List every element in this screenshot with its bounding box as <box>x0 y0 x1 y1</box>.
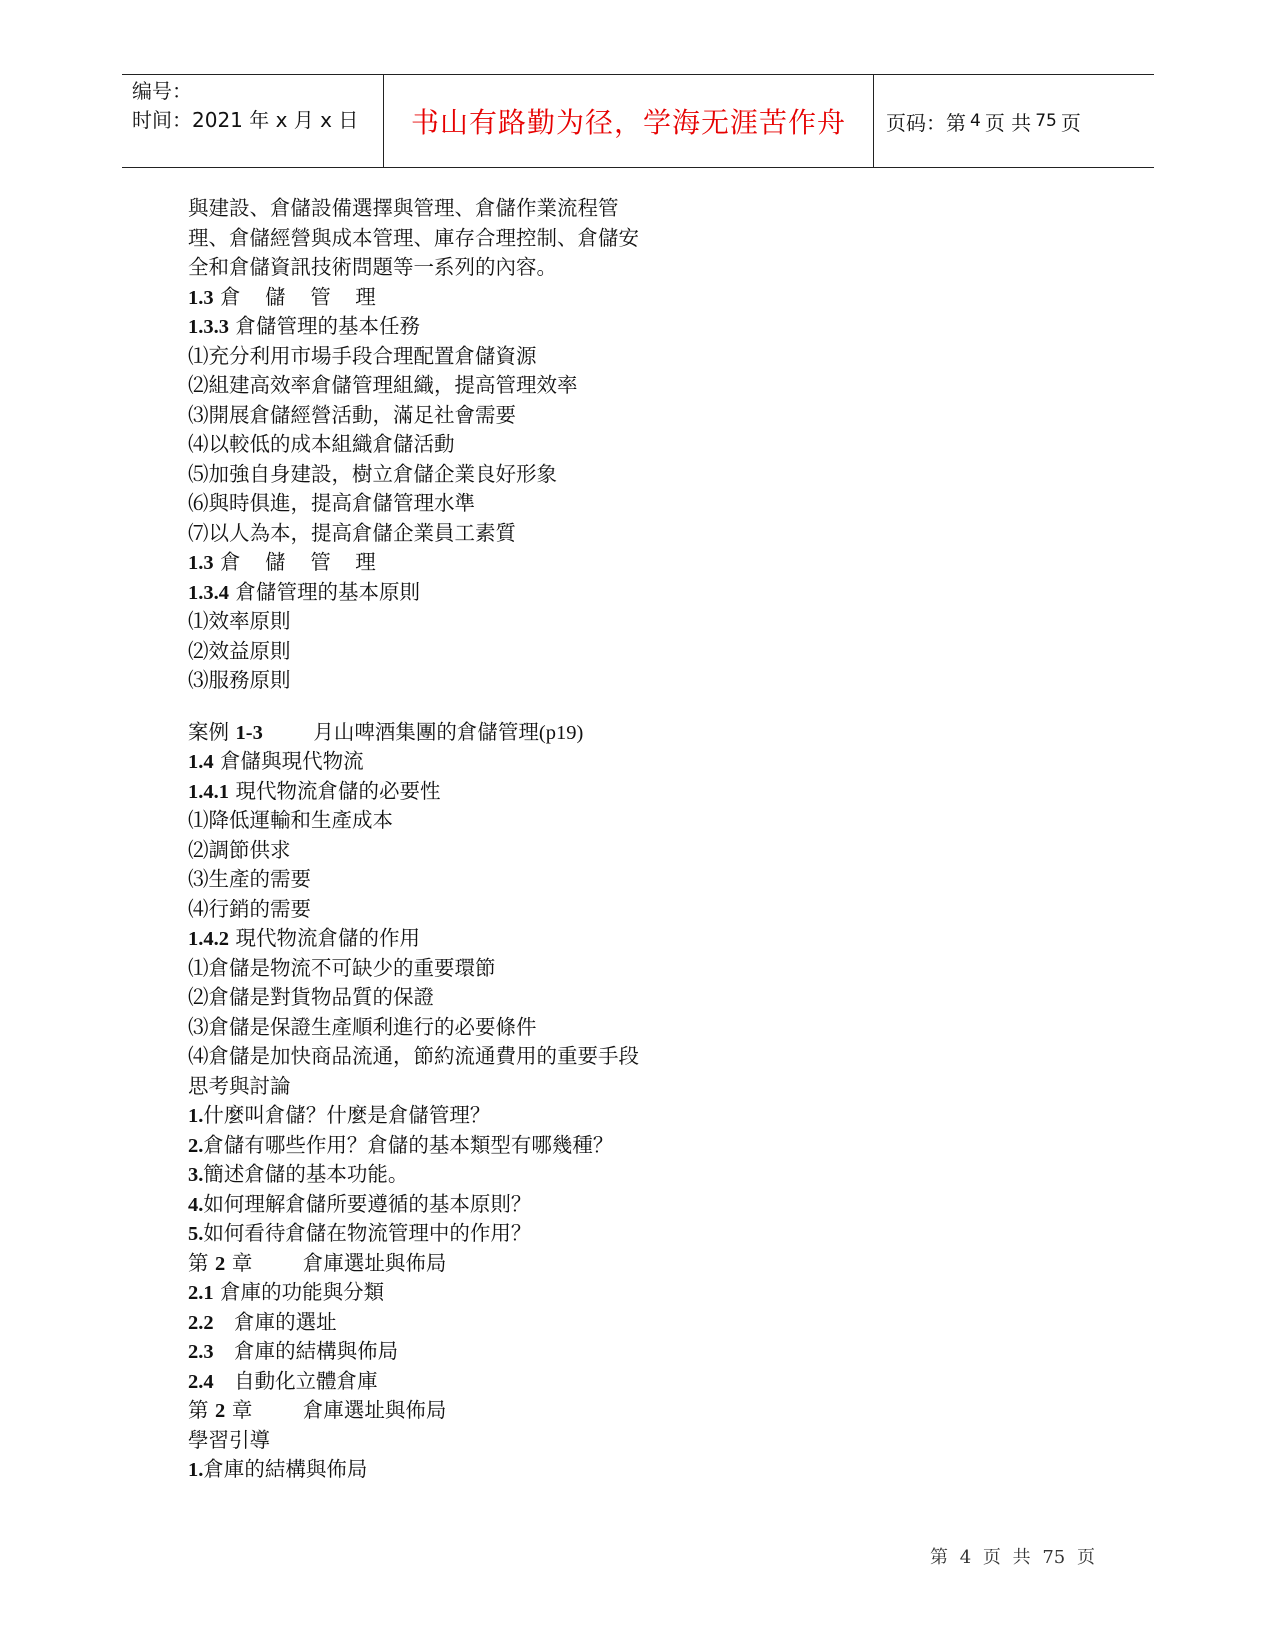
subsection-title: 倉儲管理的基本原則 <box>235 579 421 604</box>
list-item: ⑷以較低的成本組織倉儲活動 <box>188 432 455 456</box>
toc-title: 倉庫的結構與佈局 <box>234 1339 399 1363</box>
toc-item <box>188 1337 748 1367</box>
page-current: 4 <box>970 111 981 131</box>
subsection-number: 1.3.4 <box>188 581 229 604</box>
case-prefix: 案例 <box>188 719 229 744</box>
list-item: ⑸加強自身建設，樹立倉儲企業良好形象 <box>188 461 557 486</box>
list-item: ⑺以人為本，提高倉儲企業員工素質 <box>188 520 516 545</box>
list-item: ⑴效率原則 <box>188 609 291 633</box>
question-item <box>188 1190 748 1220</box>
question-text: 什麼叫倉儲？什麼是倉儲管理？ <box>203 1103 491 1127</box>
section-title: 倉 儲 管 理 <box>220 550 385 574</box>
list-item: ⑷倉儲是加快商品流通，節約流通費用的重要手段 <box>188 1044 639 1068</box>
motto-text: 书山有路勤为径，学海无涯苦作舟 <box>410 106 846 139</box>
page-header <box>122 74 1154 168</box>
motto-cell <box>384 75 874 167</box>
subsection-heading <box>188 312 748 342</box>
list-item: ⑴倉儲是物流不可缺少的重要環節 <box>188 955 496 980</box>
chapter-number: 2 <box>215 1252 226 1275</box>
chapter-title: 倉庫選址與佈局 <box>302 1250 447 1275</box>
case-number: 1-3 <box>235 721 263 744</box>
question-item <box>188 1131 748 1161</box>
page-footer: 第 4 页 共 75 页 <box>930 1547 1095 1568</box>
case-heading <box>188 718 748 748</box>
toc-title: 自動化立體倉庫 <box>234 1368 378 1393</box>
chapter-prefix: 第 <box>188 1398 209 1422</box>
section-title: 倉儲與現代物流 <box>220 749 364 773</box>
question-number: 4. <box>188 1193 204 1216</box>
page-suffix: 页 <box>1060 110 1081 135</box>
page-number-cell <box>874 75 1154 167</box>
question-number: 1. <box>188 1105 204 1127</box>
subsection-number: 1.3.3 <box>188 316 229 338</box>
toc-item <box>188 1308 748 1338</box>
list-item: ⑴降低運輸和生產成本 <box>188 808 393 832</box>
section-heading <box>188 548 748 578</box>
chapter-title: 倉庫選址與佈局 <box>302 1398 447 1422</box>
paragraph-line: 與建設、倉儲設備選擇與管理、倉儲作業流程管 <box>188 196 619 220</box>
subsection-number: 1.4.1 <box>188 780 229 803</box>
list-item: ⑷行銷的需要 <box>188 896 311 921</box>
case-ref: (p19) <box>538 721 584 744</box>
header-meta-cell <box>122 75 384 167</box>
guide-item <box>188 1455 748 1485</box>
guide-number: 1. <box>188 1459 204 1481</box>
toc-number: 2.3 <box>188 1341 214 1363</box>
list-item: ⑴充分利用市場手段合理配置倉儲資源 <box>188 343 537 368</box>
document-body <box>188 194 748 1485</box>
guide-heading: 學習引導 <box>188 1427 270 1452</box>
toc-item <box>188 1367 748 1397</box>
time-label: 时间：2021 年 x 月 x 日 <box>132 108 359 132</box>
list-item: ⑹與時俱進，提高倉儲管理水準 <box>188 491 475 515</box>
chapter-heading <box>188 1396 748 1426</box>
list-item: ⑵組建高效率倉儲管理組織，提高管理效率 <box>188 373 578 397</box>
toc-title: 倉庫的功能與分類 <box>220 1280 385 1304</box>
paragraph-line: 理、倉儲經營與成本管理、庫存合理控制、倉儲安 <box>188 225 639 250</box>
chapter-heading <box>188 1249 748 1279</box>
question-text: 簡述倉儲的基本功能。 <box>203 1162 409 1186</box>
paragraph-line: 全和倉儲資訊技術問題等一系列的內容。 <box>188 255 557 279</box>
section-heading <box>188 747 748 777</box>
section-number: 1.3 <box>188 552 214 574</box>
page-total: 75 <box>1035 111 1057 131</box>
subsection-heading <box>188 924 748 954</box>
subsection-title: 倉儲管理的基本任務 <box>235 314 421 338</box>
question-text: 如何看待倉儲在物流管理中的作用？ <box>203 1221 532 1245</box>
chapter-suffix: 章 <box>231 1250 253 1275</box>
question-item <box>188 1219 748 1249</box>
section-number: 1.3 <box>188 286 214 309</box>
section-title: 倉 儲 管 理 <box>220 284 385 309</box>
list-item: ⑶服務原則 <box>188 668 291 692</box>
number-label: 编号： <box>132 79 192 103</box>
toc-title: 倉庫的選址 <box>234 1309 337 1334</box>
subsection-title: 現代物流倉儲的必要性 <box>235 778 441 803</box>
section-number: 1.4 <box>188 751 214 773</box>
question-item <box>188 1160 748 1190</box>
chapter-suffix: 章 <box>231 1398 253 1422</box>
toc-number: 2.1 <box>188 1282 214 1304</box>
discussion-heading: 思考與討論 <box>188 1073 291 1098</box>
subsection-number: 1.4.2 <box>188 928 229 950</box>
question-number: 3. <box>188 1164 204 1186</box>
section-heading <box>188 283 748 313</box>
question-item <box>188 1101 748 1131</box>
question-text: 倉儲有哪些作用？倉儲的基本類型有哪幾種？ <box>203 1132 614 1157</box>
case-title: 月山啤酒集團的倉儲管理 <box>313 719 539 744</box>
question-text: 如何理解倉儲所要遵循的基本原則？ <box>203 1191 532 1216</box>
subsection-heading <box>188 578 748 608</box>
guide-text: 倉庫的結構與佈局 <box>203 1457 368 1481</box>
toc-number: 2.4 <box>188 1370 214 1393</box>
list-item: ⑵效益原則 <box>188 638 291 663</box>
toc-item <box>188 1278 748 1308</box>
list-item: ⑵倉儲是對貨物品質的保證 <box>188 985 434 1009</box>
list-item: ⑵調節供求 <box>188 837 291 862</box>
spacer <box>188 696 748 718</box>
question-number: 2. <box>188 1134 204 1157</box>
page-mid: 页 共 <box>984 110 1032 135</box>
subsection-title: 現代物流倉儲的作用 <box>235 926 421 950</box>
toc-number: 2.2 <box>188 1311 214 1334</box>
list-item: ⑶開展倉儲經營活動，滿足社會需要 <box>188 402 516 427</box>
question-number: 5. <box>188 1223 204 1245</box>
list-item: ⑶生產的需要 <box>188 867 311 891</box>
subsection-heading <box>188 777 748 807</box>
list-item: ⑶倉儲是保證生產順利進行的必要條件 <box>188 1014 537 1039</box>
chapter-prefix: 第 <box>188 1250 209 1275</box>
chapter-number: 2 <box>215 1400 226 1422</box>
page-prefix: 页码：第 <box>886 110 966 135</box>
